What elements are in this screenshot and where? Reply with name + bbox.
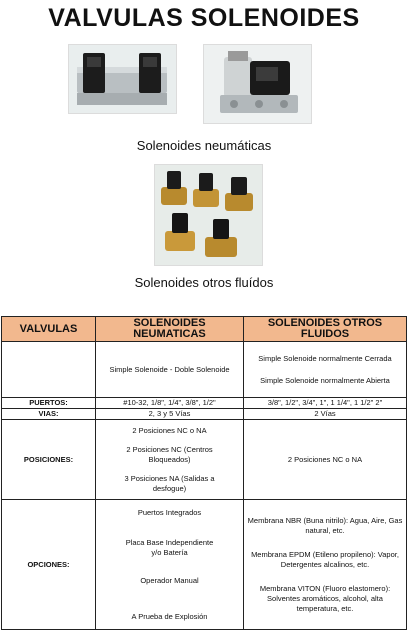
pneumatic-valve-photo-manifold — [68, 44, 177, 114]
posiciones-otros: 2 Posiciones NC o NA — [244, 420, 407, 500]
table-row-posiciones — [2, 420, 407, 500]
table-row-type — [2, 342, 407, 398]
type-otros-na: Simple Solenoide normalmente Abierta — [260, 375, 390, 385]
type-neumaticas: Simple Solenoide - Doble Solenoide — [96, 342, 244, 398]
puertos-otros: 3/8", 1/2", 3/4", 1", 1 1/4", 1 1/2" 2" — [244, 398, 407, 409]
header-valvulas: VALVULAS — [2, 317, 96, 342]
opciones-neumaticas — [96, 500, 244, 630]
opciones-otros-1: Membrana NBR (Buna nitrilo): Agua, Aire, Gas natural, etc. — [247, 515, 403, 535]
other-fluids-caption: Solenoides otros fluídos — [134, 275, 274, 290]
opciones-otros-2: Membrana EPDM (Etileno propileno): Vapor, Detergentes alcalinos, etc. — [251, 549, 399, 569]
puertos-neumaticas: #10-32, 1/8", 1/4", 3/8", 1/2" — [96, 398, 244, 409]
opciones-neumaticas-1: Puertos Integrados — [137, 507, 202, 517]
vias-otros: 2 Vías — [244, 409, 407, 420]
puertos-label: PUERTOS: — [2, 398, 96, 409]
header-neumaticas: SOLENOIDES NEUMATICAS — [96, 317, 244, 342]
table-header-row — [2, 317, 407, 342]
opciones-otros — [244, 500, 407, 630]
table-row-opciones — [2, 500, 407, 630]
opciones-neumaticas-3: Operador Manual — [140, 575, 199, 585]
type-otros-nc: Simple Solenoide normalmente Cerrada — [258, 353, 392, 363]
type-label — [2, 342, 96, 398]
posiciones-neumaticas-3: 3 Posiciones NA (Salidas a desfogue) — [124, 473, 215, 493]
vias-label: VIAS: — [2, 409, 96, 420]
header-otros: SOLENOIDES OTROS FLUIDOS — [244, 317, 407, 342]
table-row-vias — [2, 409, 407, 420]
opciones-otros-3: Membrana VITON (Fluoro elastomero): Solventes aromáticos, alcohol, alta temperatura, etc. — [259, 583, 391, 613]
posiciones-neumaticas — [96, 420, 244, 500]
pneumatic-valve-photo-single — [203, 44, 312, 124]
valve-specs-table — [1, 316, 407, 630]
posiciones-label: POSICIONES: — [2, 420, 96, 500]
type-otros — [244, 342, 407, 398]
pneumatic-caption: Solenoides neumáticas — [136, 138, 272, 153]
vias-neumaticas: 2, 3 y 5 Vías — [96, 409, 244, 420]
table-row-puertos — [2, 398, 407, 409]
opciones-neumaticas-2: Placa Base Independiente y/o Batería — [125, 537, 214, 557]
fluid-valves-photo — [154, 164, 263, 266]
opciones-label: OPCIONES: — [2, 500, 96, 630]
page-title: VALVULAS SOLENOIDES — [48, 4, 360, 32]
posiciones-neumaticas-2: 2 Posiciones NC (Centros Bloqueados) — [126, 444, 213, 464]
posiciones-neumaticas-1: 2 Posiciones NC o NA — [132, 425, 207, 435]
opciones-neumaticas-4: A Prueba de Explosión — [131, 611, 208, 621]
